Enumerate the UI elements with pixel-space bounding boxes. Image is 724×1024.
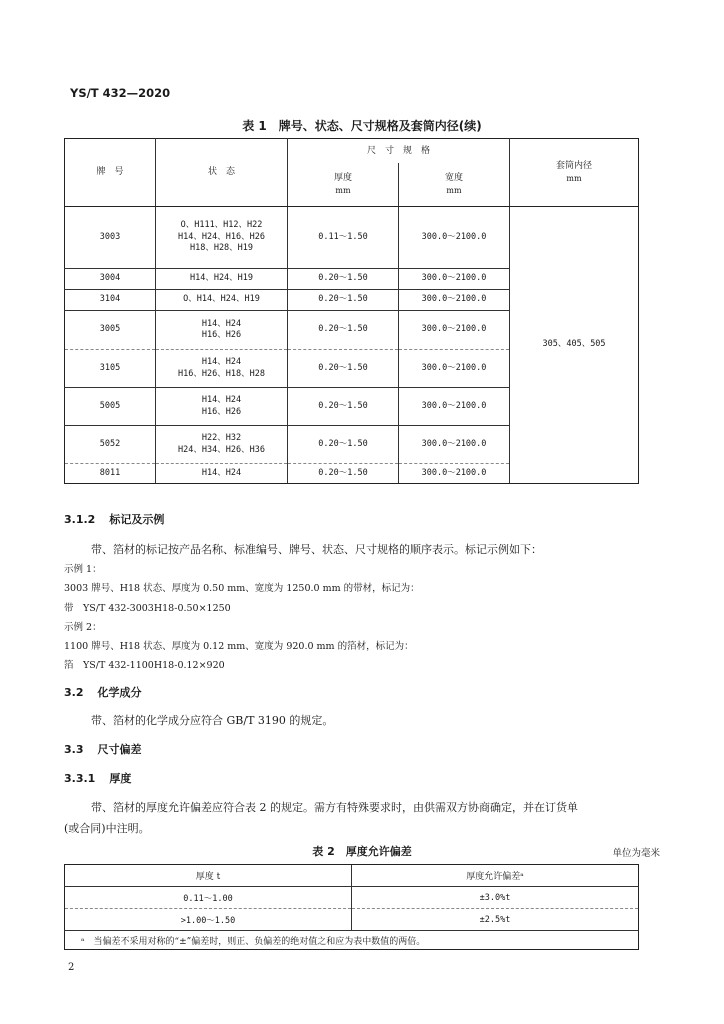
thickness-cell: 0.11～1.00 — [65, 887, 352, 909]
section-number: 3.1.2 — [64, 513, 96, 526]
example-label: 示例 1： — [64, 564, 102, 575]
grade-temper-size-table — [64, 138, 639, 484]
table-row — [65, 887, 639, 909]
standard-code: YS/T 432—2020 — [70, 86, 171, 100]
width-cell: 300.0～2100.0 — [399, 269, 510, 290]
temper-cell — [156, 207, 288, 269]
header-grade: 牌 号 — [65, 139, 156, 207]
temper-line: H16、H26、H18、H28 — [178, 368, 265, 379]
section-3-1-2-heading — [64, 511, 164, 527]
grade-cell: 3005 — [65, 311, 156, 350]
sleeve-cell: 305、405、505 — [510, 207, 639, 484]
thickness-cell: 0.20～1.50 — [288, 290, 399, 311]
temper-cell — [156, 350, 288, 388]
header-temper: 状 态 — [156, 139, 288, 207]
header-width — [399, 163, 510, 207]
thickness-tolerance-table — [64, 864, 639, 950]
section-title: 尺寸偏差 — [97, 743, 142, 756]
temper-line: H14、H24、H16、H26 — [178, 231, 265, 242]
width-cell: 300.0～2100.0 — [399, 464, 510, 484]
temper-line: H14、H24 — [201, 357, 242, 368]
table1-caption: 表 1 牌号、状态、尺寸规格及套筒内径(续) — [242, 119, 482, 133]
example-mark: 带 YS/T 432-3003H18-0.50×1250 — [64, 603, 231, 614]
section-title: 标记及示例 — [109, 513, 165, 526]
example-mark: 箔 YS/T 432-1100H18-0.12×920 — [64, 660, 225, 671]
paragraph-continued: (或合同)中注明。 — [64, 822, 150, 835]
temper-cell: H14、H24 — [156, 464, 288, 484]
table-row — [65, 207, 639, 269]
temper-cell — [156, 311, 288, 350]
thickness-cell: 0.20～1.50 — [288, 388, 399, 426]
table-header-row — [65, 865, 639, 887]
header-sleeve-unit: mm — [566, 174, 582, 184]
header-sleeve — [510, 139, 639, 207]
thickness-cell: 0.11～1.50 — [288, 207, 399, 269]
section-3-2-heading — [64, 684, 142, 700]
width-cell: 300.0～2100.0 — [399, 388, 510, 426]
thickness-cell: 0.20～1.50 — [288, 311, 399, 350]
header-width-unit: mm — [446, 185, 462, 195]
table2-caption: 表 2 厚度允许偏差 — [312, 845, 412, 858]
table-row — [65, 909, 639, 931]
section-3-3-1-heading — [64, 770, 131, 786]
thickness-cell: 0.20～1.50 — [288, 269, 399, 290]
temper-line: H14、H24 — [201, 395, 242, 406]
temper-cell: O、H14、H24、H19 — [156, 290, 288, 311]
width-cell: 300.0～2100.0 — [399, 290, 510, 311]
example-label: 示例 2： — [64, 622, 102, 633]
width-cell: 300.0～2100.0 — [399, 311, 510, 350]
paragraph: 带、箔材的标记按产品名称、标准编号、牌号、状态、尺寸规格的顺序表示。标记示例如下： — [91, 543, 542, 556]
temper-line: H18、H28、H19 — [189, 243, 254, 254]
grade-cell: 3004 — [65, 269, 156, 290]
tolerance-cell: ±2.5%t — [352, 909, 639, 931]
temper-line: H16、H26 — [201, 330, 242, 340]
width-cell: 300.0～2100.0 — [399, 426, 510, 464]
thickness-cell: 0.20～1.50 — [288, 350, 399, 388]
temper-line: H24、H34、H26、H36 — [178, 444, 265, 455]
header-sleeve-label: 套筒内径 — [556, 161, 593, 172]
table-footnote: ᵃ 当偏差不采用对称的“±”偏差时，则正、负偏差的绝对值之和应为表中数值的两倍。 — [65, 931, 639, 950]
temper-line: H16、H26 — [201, 406, 242, 417]
header-thickness-t: 厚度 t — [65, 865, 352, 887]
example-text: 1100 牌号、H18 状态、厚度为 0.12 mm、宽度为 920.0 mm 的箔材，标记为： — [64, 641, 414, 652]
section-title: 厚度 — [109, 772, 132, 785]
grade-cell: 3105 — [65, 350, 156, 388]
temper-cell — [156, 426, 288, 464]
thickness-cell: 0.20～1.50 — [288, 464, 399, 484]
header-thickness-label: 厚度 — [333, 172, 352, 183]
table-footnote-row — [65, 931, 639, 950]
section-3-3-heading — [64, 741, 142, 757]
temper-line: O、H111、H12、H22 — [180, 220, 263, 231]
grade-cell: 3003 — [65, 207, 156, 269]
section-number: 3.3 — [64, 743, 84, 756]
paragraph: 带、箔材的厚度允许偏差应符合表 2 的规定。需方有特殊要求时，由供需双方协商确定，并在订货单 — [91, 801, 578, 814]
page-number: 2 — [68, 962, 75, 973]
grade-cell: 8011 — [65, 464, 156, 484]
paragraph: 带、箔材的化学成分应符合 GB/T 3190 的规定。 — [91, 714, 334, 727]
section-title: 化学成分 — [97, 686, 142, 699]
temper-cell — [156, 388, 288, 426]
header-thickness-unit: mm — [335, 185, 351, 195]
table2-unit: 单位为毫米 — [612, 848, 660, 859]
section-number: 3.3.1 — [64, 772, 96, 785]
header-thickness — [288, 163, 399, 207]
section-number: 3.2 — [64, 686, 84, 699]
width-cell: 300.0～2100.0 — [399, 350, 510, 388]
thickness-cell: 0.20～1.50 — [288, 426, 399, 464]
example-text: 3003 牌号、H18 状态、厚度为 0.50 mm、宽度为 1250.0 mm 的带材，标记为： — [64, 583, 420, 594]
tolerance-cell: ±3.0%t — [352, 887, 639, 909]
grade-cell: 5005 — [65, 388, 156, 426]
thickness-cell: >1.00～1.50 — [65, 909, 352, 931]
temper-cell: H14、H24、H19 — [156, 269, 288, 290]
temper-line: H22、H32 — [201, 433, 242, 444]
header-tolerance: 厚度允许偏差ᵃ — [352, 865, 639, 887]
width-cell: 300.0～2100.0 — [399, 207, 510, 269]
header-size-group: 尺 寸 规 格 — [288, 139, 510, 163]
header-width-label: 宽度 — [445, 172, 464, 183]
grade-cell: 3104 — [65, 290, 156, 311]
temper-line: H14、H24 — [201, 318, 242, 329]
grade-cell: 5052 — [65, 426, 156, 464]
